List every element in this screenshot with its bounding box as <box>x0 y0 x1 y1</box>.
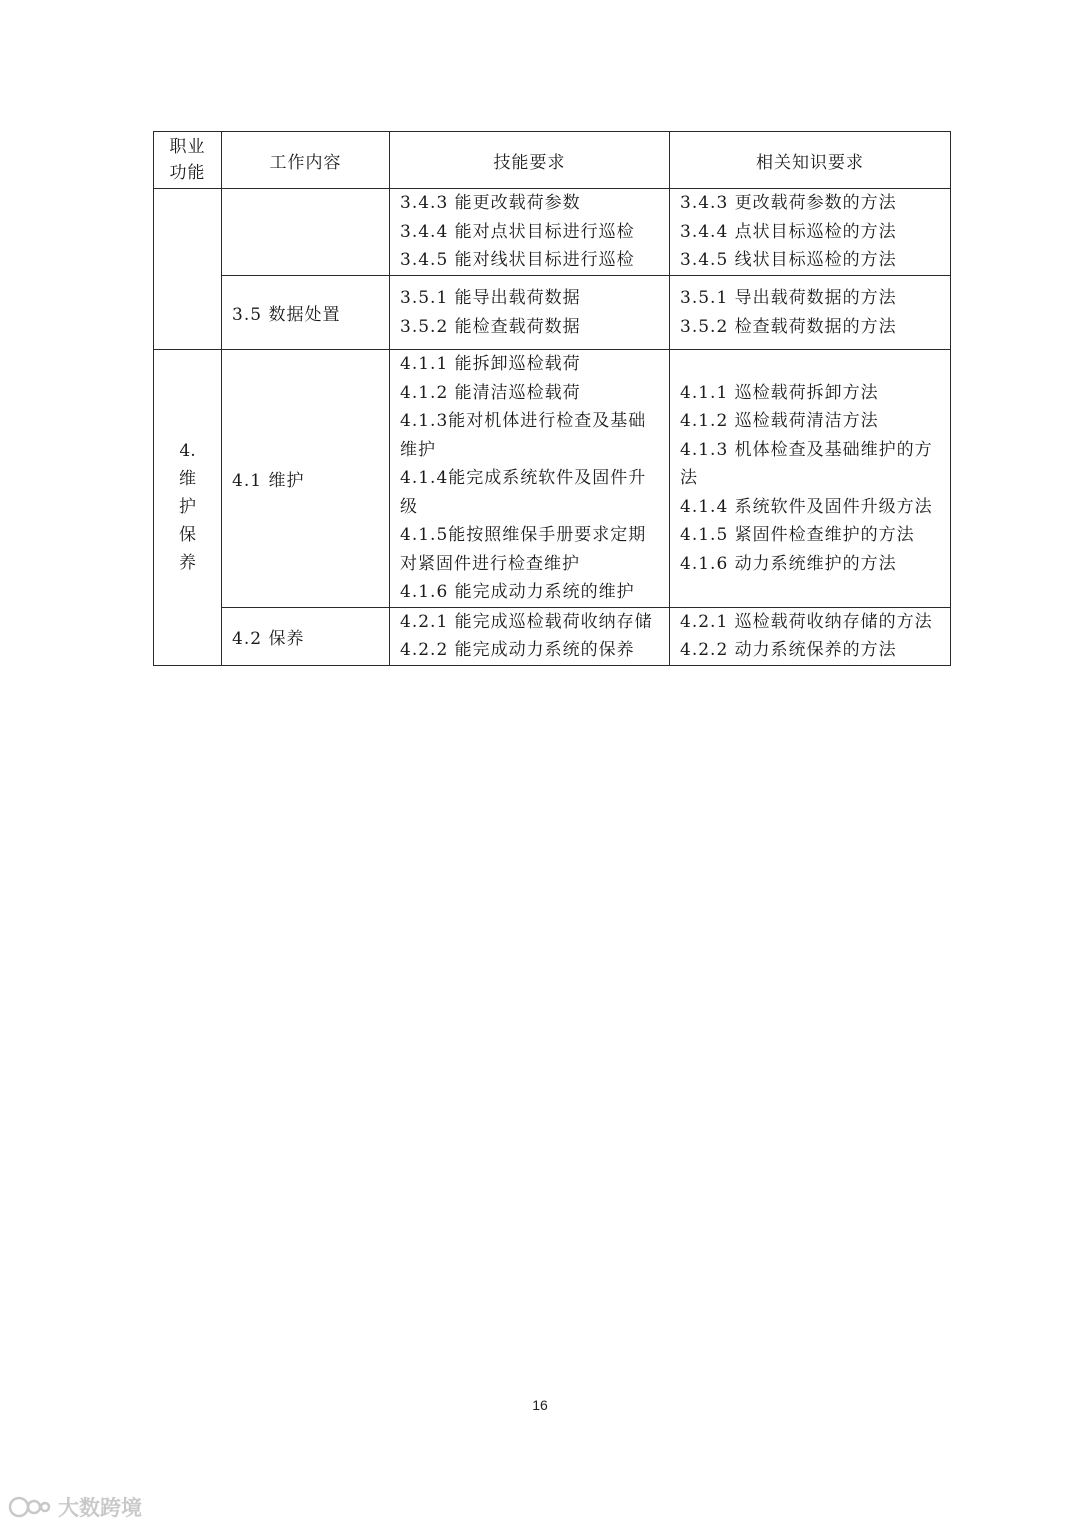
knowledge-item: 4.1.1 巡检载荷拆卸方法 <box>680 382 879 403</box>
knowledge-requirements-cell <box>670 607 951 665</box>
skill-item: 4.1.3能对机体进行检查及基础维护 <box>400 411 647 460</box>
header-job-function-line2: 功能 <box>169 163 206 183</box>
header-job-function <box>154 132 222 189</box>
knowledge-item: 4.1.4 系统软件及固件升级方法 <box>680 496 933 517</box>
skill-item: 3.4.5 能对线状目标进行巡检 <box>400 250 635 271</box>
job-function-char: 维 <box>179 469 196 490</box>
skill-item: 4.2.2 能完成动力系统的保养 <box>400 640 635 660</box>
watermark <box>8 1492 142 1522</box>
skill-item: 4.1.4能完成系统软件及固件升级 <box>400 468 647 517</box>
job-function-char: 4. <box>179 441 196 462</box>
job-function-cell-continued <box>154 189 222 350</box>
knowledge-item: 3.5.2 检查载荷数据的方法 <box>680 316 897 337</box>
job-function-char: 保 <box>179 525 196 546</box>
knowledge-item: 3.4.4 点状目标巡检的方法 <box>680 221 897 242</box>
table-row <box>154 607 951 665</box>
header-knowledge-requirements: 相关知识要求 <box>670 132 951 189</box>
job-function-char: 养 <box>179 553 196 574</box>
job-function-vertical-text <box>179 437 196 577</box>
table-header-row <box>154 132 951 189</box>
job-function-char: 护 <box>179 497 196 518</box>
competency-table <box>153 131 951 666</box>
work-content-cell <box>222 189 390 276</box>
skill-requirements-cell <box>390 276 670 350</box>
skill-requirements-cell <box>390 189 670 276</box>
knowledge-item: 4.1.3 机体检查及基础维护的方法 <box>680 439 933 488</box>
table-row <box>154 276 951 350</box>
skill-item: 4.1.6 能完成动力系统的维护 <box>400 582 635 602</box>
header-work-content: 工作内容 <box>222 132 390 189</box>
work-content-cell: 3.5 数据处置 <box>222 276 390 350</box>
skill-item: 3.4.4 能对点状目标进行巡检 <box>400 221 635 242</box>
knowledge-item: 3.4.3 更改载荷参数的方法 <box>680 193 897 214</box>
skill-item: 3.5.1 能导出载荷数据 <box>400 288 581 308</box>
work-content-cell: 4.1 维护 <box>222 350 390 608</box>
table-row <box>154 189 951 276</box>
table-row <box>154 350 951 608</box>
knowledge-item: 4.2.2 动力系统保养的方法 <box>680 640 897 660</box>
knowledge-requirements-cell <box>670 276 951 350</box>
header-job-function-line1: 职业 <box>169 137 206 157</box>
job-function-cell <box>154 350 222 666</box>
skill-item: 4.1.2 能清洁巡检载荷 <box>400 382 581 403</box>
skill-requirements-cell <box>390 607 670 665</box>
brand-logo-icon <box>8 1494 52 1520</box>
knowledge-item: 4.1.5 紧固件检查维护的方法 <box>680 525 915 545</box>
knowledge-item: 4.2.1 巡检载荷收纳存储的方法 <box>680 611 933 632</box>
knowledge-requirements-cell <box>670 189 951 276</box>
knowledge-item: 4.1.2 巡检载荷清洁方法 <box>680 411 879 431</box>
skill-item: 3.4.3 能更改载荷参数 <box>400 193 581 214</box>
skill-item: 4.1.1 能拆卸巡检载荷 <box>400 354 581 374</box>
knowledge-item: 3.5.1 导出载荷数据的方法 <box>680 288 897 308</box>
watermark-text: 大数跨境 <box>58 1496 142 1520</box>
work-content-cell: 4.2 保养 <box>222 607 390 665</box>
page-number: 16 <box>532 1397 548 1413</box>
skill-item: 4.2.1 能完成巡检载荷收纳存储 <box>400 611 653 632</box>
knowledge-item: 4.1.6 动力系统维护的方法 <box>680 553 897 574</box>
knowledge-item: 3.4.5 线状目标巡检的方法 <box>680 250 897 271</box>
skill-requirements-cell <box>390 350 670 608</box>
knowledge-requirements-cell <box>670 350 951 608</box>
skill-item: 3.5.2 能检查载荷数据 <box>400 316 581 337</box>
skill-item: 4.1.5能按照维保手册要求定期对紧固件进行检查维护 <box>400 525 647 574</box>
header-skill-requirements: 技能要求 <box>390 132 670 189</box>
